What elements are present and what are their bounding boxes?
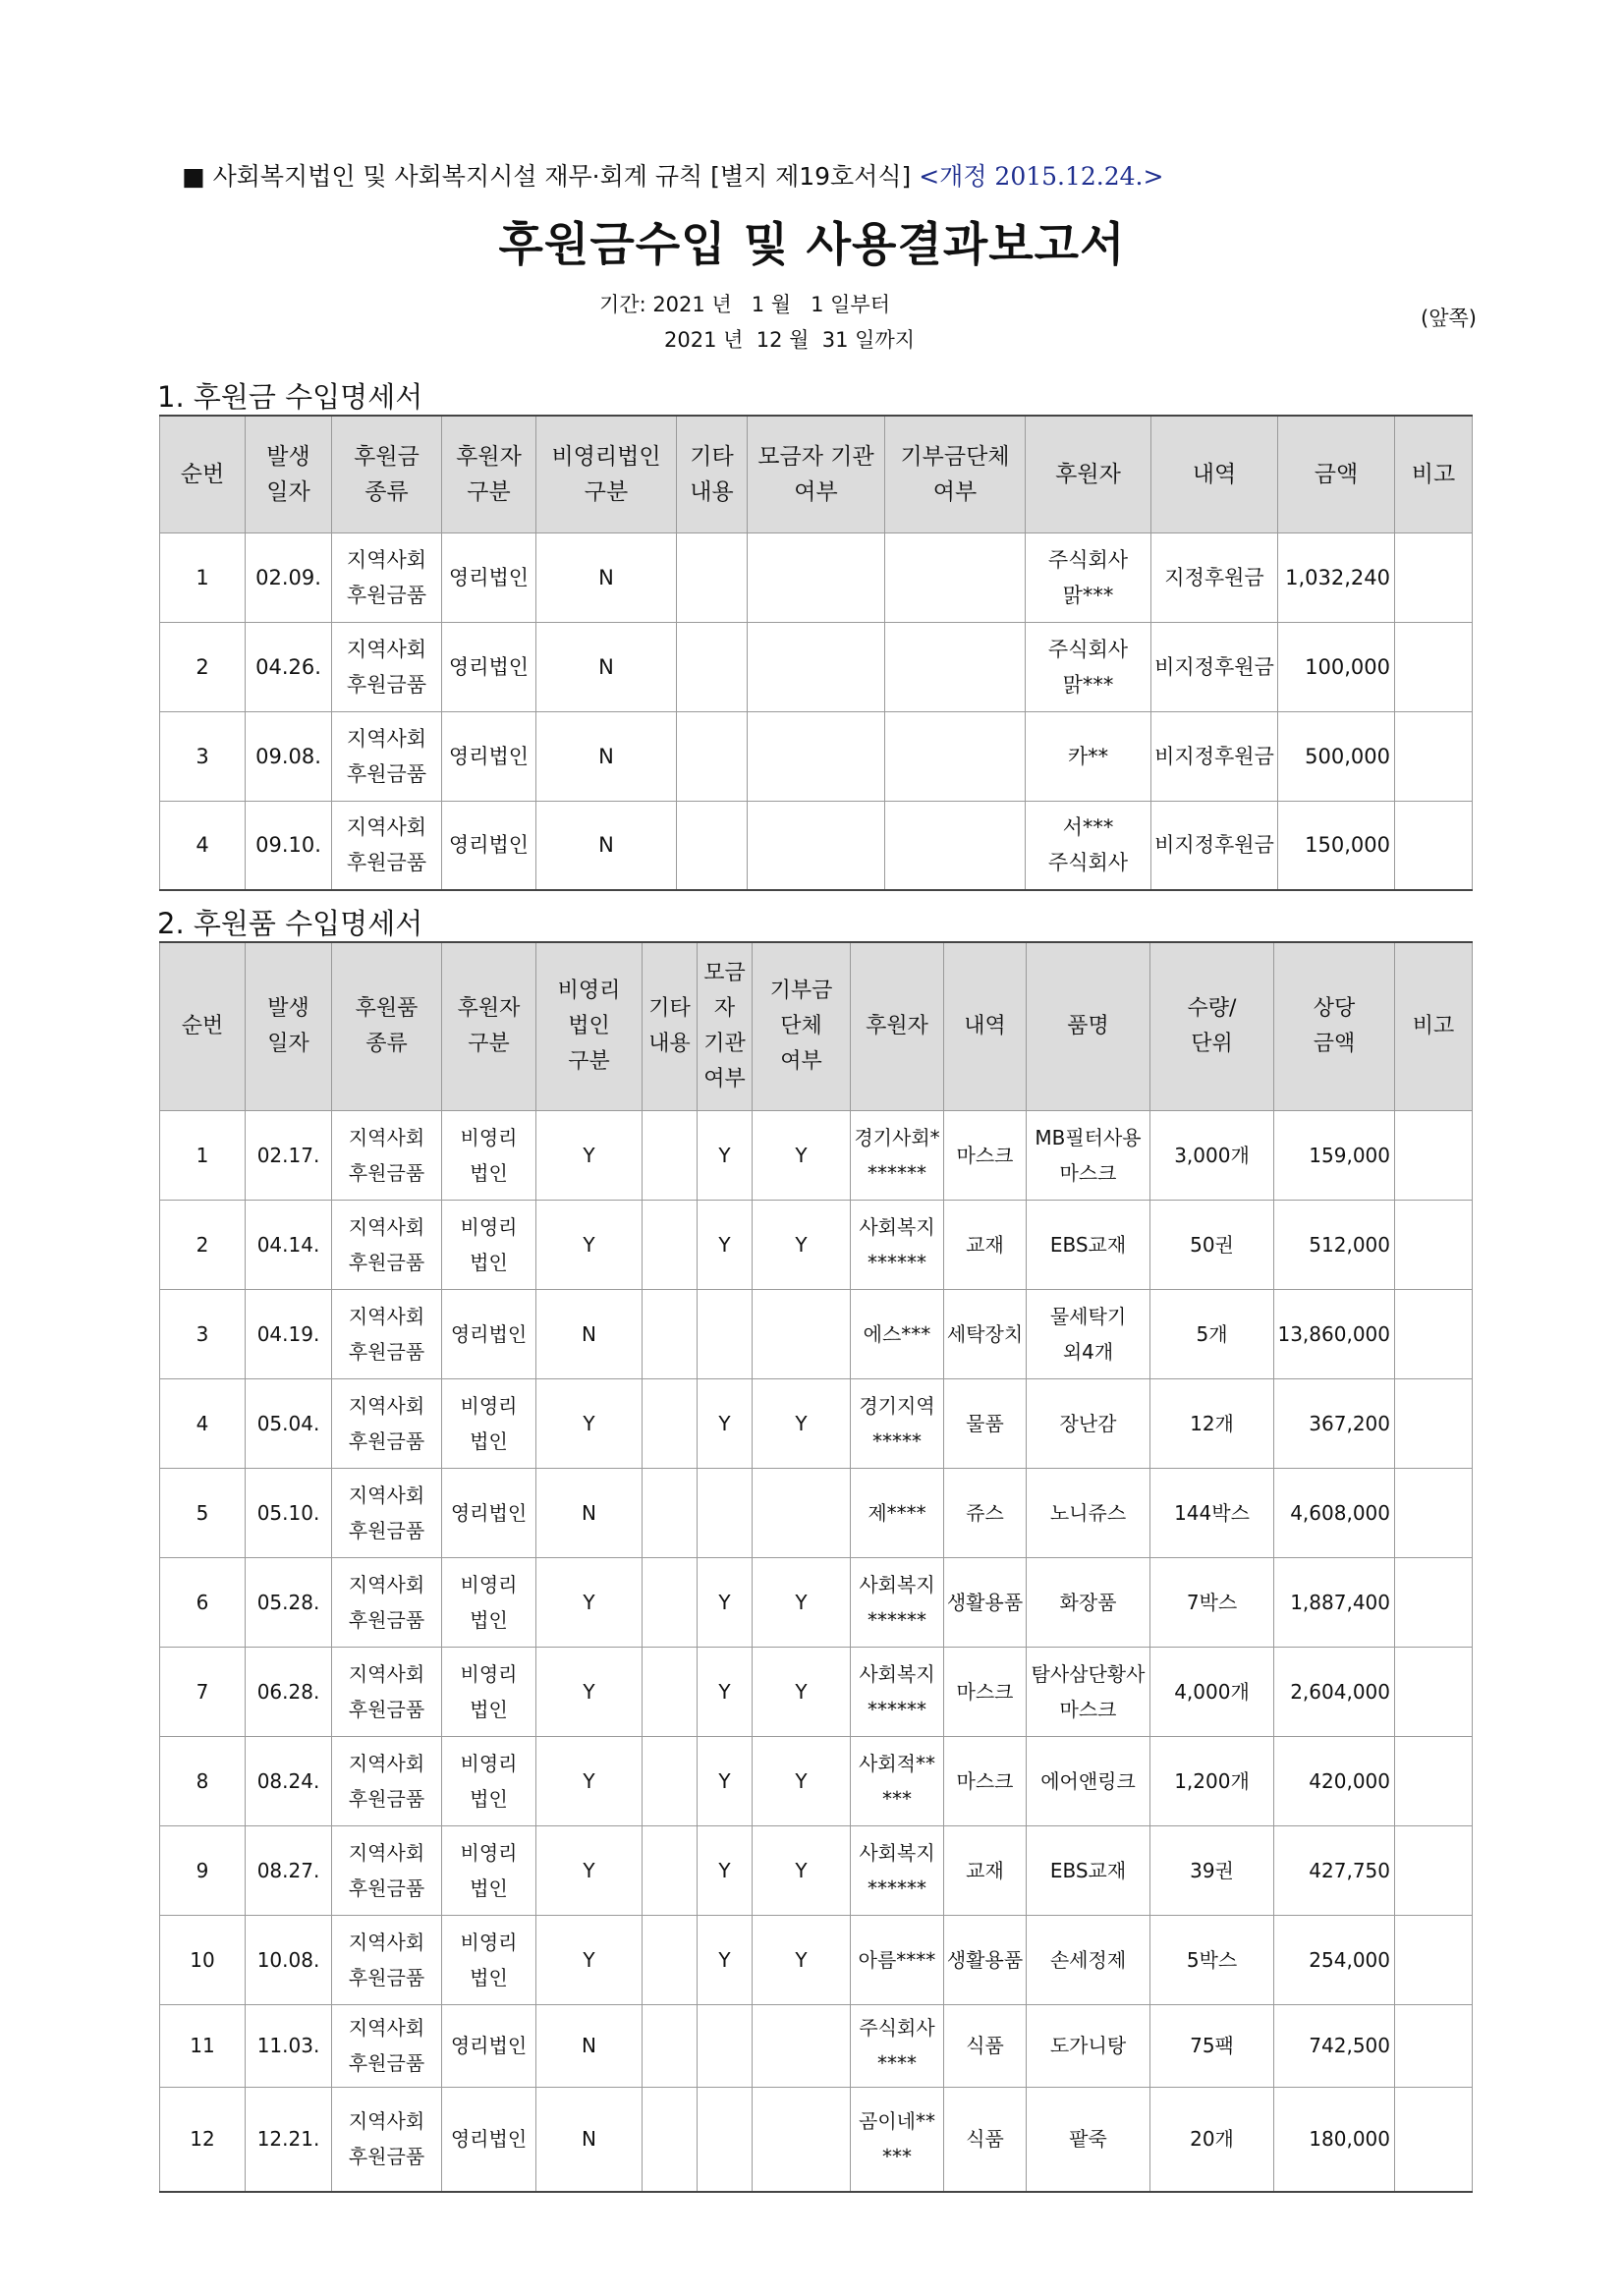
table-cell: 39권: [1150, 1825, 1274, 1915]
table-cell: 3: [160, 711, 246, 801]
table-cell: 카**: [1026, 711, 1151, 801]
table-cell: [643, 1736, 698, 1825]
table-cell: 비지정후원금: [1151, 801, 1278, 890]
table-cell: 세탁장치: [944, 1289, 1027, 1378]
table-cell: 9: [160, 1825, 246, 1915]
table-cell: [677, 622, 748, 711]
table-cell: 비영리 법인: [442, 1378, 536, 1468]
table-cell: 사회복지 ******: [851, 1557, 944, 1647]
table-cell: 경기지역 *****: [851, 1378, 944, 1468]
table-cell: 지역사회 후원금품: [332, 1736, 442, 1825]
table-cell: 4: [160, 1378, 246, 1468]
column-header: 발생 일자: [246, 416, 332, 532]
table-cell: [1395, 622, 1473, 711]
table-cell: 마스크: [944, 1736, 1027, 1825]
donation-income-table: [159, 415, 1473, 891]
column-header: 상당 금액: [1274, 942, 1395, 1110]
table-cell: 주식회사 맑***: [1026, 622, 1151, 711]
table-cell: 탐사삼단황사 마스크: [1027, 1647, 1150, 1736]
table-cell: 08.27.: [246, 1825, 332, 1915]
table-cell: 1: [160, 1110, 246, 1200]
revision-date: <개정 2015.12.24.>: [919, 162, 1164, 191]
table-cell: [643, 2004, 698, 2087]
table-cell: 서*** 주식회사: [1026, 801, 1151, 890]
table-cell: 장난감: [1027, 1378, 1150, 1468]
table-cell: 사회적** ***: [851, 1736, 944, 1825]
table-cell: N: [536, 2087, 643, 2192]
table-cell: 13,860,000: [1274, 1289, 1395, 1378]
table-cell: 1,032,240: [1278, 532, 1395, 622]
table-cell: [1395, 1825, 1473, 1915]
table-cell: 20개: [1150, 2087, 1274, 2192]
table-cell: Y: [536, 1647, 643, 1736]
table-cell: Y: [536, 1557, 643, 1647]
table-cell: Y: [698, 1915, 753, 2004]
column-header: 비영리법인 구분: [536, 416, 677, 532]
table-cell: [753, 1468, 851, 1557]
table-cell: 사회복지 ******: [851, 1200, 944, 1289]
table-cell: 500,000: [1278, 711, 1395, 801]
table-cell: [753, 1289, 851, 1378]
goods-income-table: [159, 941, 1473, 2193]
table-cell: 영리법인: [442, 532, 536, 622]
report-period: [599, 287, 915, 358]
table-row: [160, 1736, 1473, 1825]
period-from: 기간: 2021 년 1 월 1 일부터: [599, 293, 890, 316]
table-cell: 8: [160, 1736, 246, 1825]
table-cell: Y: [536, 1200, 643, 1289]
table-cell: [643, 1557, 698, 1647]
table-cell: 3: [160, 1289, 246, 1378]
table-cell: 지역사회 후원금품: [332, 2004, 442, 2087]
table-cell: [1395, 801, 1473, 890]
table-cell: [753, 2004, 851, 2087]
column-header: 후원자 구분: [442, 942, 536, 1110]
table-cell: 08.24.: [246, 1736, 332, 1825]
table-cell: [1395, 2087, 1473, 2192]
table-cell: [677, 801, 748, 890]
table-cell: 생활용품: [944, 1557, 1027, 1647]
table-cell: [698, 2004, 753, 2087]
table-cell: 지역사회 후원금품: [332, 711, 442, 801]
document-title: 후원금수입 및 사용결과보고서: [498, 218, 1126, 272]
column-header: 모금 자 기관 여부: [698, 942, 753, 1110]
section1-title: 1. 후원금 수입명세서: [157, 380, 423, 414]
table-cell: 420,000: [1274, 1736, 1395, 1825]
table-cell: 12: [160, 2087, 246, 2192]
table-cell: 지역사회 후원금품: [332, 1378, 442, 1468]
table-cell: Y: [536, 1378, 643, 1468]
table-cell: 10.08.: [246, 1915, 332, 2004]
table-cell: 노니쥬스: [1027, 1468, 1150, 1557]
table-cell: 02.17.: [246, 1110, 332, 1200]
table-cell: N: [536, 532, 677, 622]
table-cell: Y: [753, 1915, 851, 2004]
table-cell: Y: [753, 1825, 851, 1915]
table-cell: 11: [160, 2004, 246, 2087]
table-cell: 화장품: [1027, 1557, 1150, 1647]
table-cell: 비영리 법인: [442, 1736, 536, 1825]
table-cell: [1395, 1736, 1473, 1825]
column-header: 수량/ 단위: [1150, 942, 1274, 1110]
table-cell: 지역사회 후원금품: [332, 1557, 442, 1647]
table-cell: [1395, 1289, 1473, 1378]
table-cell: 비영리 법인: [442, 1915, 536, 2004]
table-cell: [1395, 1557, 1473, 1647]
table-cell: 식품: [944, 2087, 1027, 2192]
table-cell: 11.03.: [246, 2004, 332, 2087]
table-cell: 75팩: [1150, 2004, 1274, 2087]
table-row: [160, 2004, 1473, 2087]
table-cell: [748, 801, 885, 890]
table-cell: 3,000개: [1150, 1110, 1274, 1200]
table-cell: 159,000: [1274, 1110, 1395, 1200]
table-cell: 04.19.: [246, 1289, 332, 1378]
column-header: 후원자: [1026, 416, 1151, 532]
table-cell: 사회복지 ******: [851, 1647, 944, 1736]
table-row: [160, 1378, 1473, 1468]
table-cell: EBS교재: [1027, 1200, 1150, 1289]
table-cell: Y: [536, 1915, 643, 2004]
table-cell: 512,000: [1274, 1200, 1395, 1289]
table-cell: 주식회사 ****: [851, 2004, 944, 2087]
table-cell: 02.09.: [246, 532, 332, 622]
table-cell: 물품: [944, 1378, 1027, 1468]
table-cell: 도가니탕: [1027, 2004, 1150, 2087]
form-reference-text: ■ 사회복지법인 및 사회복지시설 재무·회계 규칙 [별지 제19호서식]: [182, 162, 912, 191]
table-cell: Y: [536, 1825, 643, 1915]
table-cell: 04.14.: [246, 1200, 332, 1289]
table-row: [160, 622, 1473, 711]
table-cell: 05.28.: [246, 1557, 332, 1647]
table-cell: N: [536, 622, 677, 711]
table-cell: 마스크: [944, 1110, 1027, 1200]
table-cell: 150,000: [1278, 801, 1395, 890]
table-cell: 6: [160, 1557, 246, 1647]
table-cell: 비영리 법인: [442, 1647, 536, 1736]
page-side-label: (앞쪽): [1421, 307, 1477, 330]
form-reference: [182, 157, 1163, 193]
table-row: [160, 1200, 1473, 1289]
table-cell: [643, 1825, 698, 1915]
table-cell: 제****: [851, 1468, 944, 1557]
table-cell: Y: [753, 1557, 851, 1647]
table-row: [160, 1915, 1473, 2004]
table-cell: [698, 1468, 753, 1557]
table-cell: 에어앤링크: [1027, 1736, 1150, 1825]
table-cell: 영리법인: [442, 1468, 536, 1557]
column-header: 기타 내용: [677, 416, 748, 532]
column-header: 발생 일자: [246, 942, 332, 1110]
table-cell: Y: [698, 1736, 753, 1825]
column-header: 순번: [160, 416, 246, 532]
table-cell: 4,000개: [1150, 1647, 1274, 1736]
period-to: 2021 년 12 월 31 일까지: [664, 328, 916, 352]
table-cell: [1395, 1468, 1473, 1557]
column-header: 후원금 종류: [332, 416, 442, 532]
table-cell: Y: [698, 1557, 753, 1647]
table-cell: 식품: [944, 2004, 1027, 2087]
table-cell: [1395, 1647, 1473, 1736]
table-cell: [643, 1289, 698, 1378]
table-cell: MB필터사용 마스크: [1027, 1110, 1150, 1200]
table-cell: 지역사회 후원금품: [332, 1647, 442, 1736]
table-cell: 4: [160, 801, 246, 890]
table-cell: [885, 801, 1026, 890]
table-cell: 비영리 법인: [442, 1200, 536, 1289]
table-cell: 5: [160, 1468, 246, 1557]
table-cell: [753, 2087, 851, 2192]
table-cell: 사회복지 ******: [851, 1825, 944, 1915]
table-cell: [1395, 1200, 1473, 1289]
table-cell: 지역사회 후원금품: [332, 1825, 442, 1915]
table-cell: 지역사회 후원금품: [332, 1289, 442, 1378]
table-cell: 영리법인: [442, 801, 536, 890]
table-cell: [698, 1289, 753, 1378]
table-cell: 곰이네** ***: [851, 2087, 944, 2192]
table-cell: 비영리 법인: [442, 1557, 536, 1647]
table-cell: 마스크: [944, 1647, 1027, 1736]
table-cell: [885, 622, 1026, 711]
table-cell: [643, 1915, 698, 2004]
table-cell: Y: [698, 1200, 753, 1289]
table-cell: 1,887,400: [1274, 1557, 1395, 1647]
table-row: [160, 532, 1473, 622]
table-cell: 팥죽: [1027, 2087, 1150, 2192]
table-cell: 교재: [944, 1200, 1027, 1289]
table-cell: Y: [698, 1110, 753, 1200]
table-cell: 7박스: [1150, 1557, 1274, 1647]
column-header: 비고: [1395, 942, 1473, 1110]
table-cell: 180,000: [1274, 2087, 1395, 2192]
column-header: 모금자 기관 여부: [748, 416, 885, 532]
table-cell: N: [536, 1289, 643, 1378]
table-cell: 09.08.: [246, 711, 332, 801]
column-header: 기부금단체 여부: [885, 416, 1026, 532]
table-cell: 지역사회 후원금품: [332, 1200, 442, 1289]
table-cell: 영리법인: [442, 711, 536, 801]
table-cell: EBS교재: [1027, 1825, 1150, 1915]
table-cell: 10: [160, 1915, 246, 2004]
table-row: [160, 1110, 1473, 1200]
table-cell: 742,500: [1274, 2004, 1395, 2087]
table-cell: Y: [536, 1736, 643, 1825]
column-header: 후원품 종류: [332, 942, 442, 1110]
column-header: 후원자: [851, 942, 944, 1110]
table-row: [160, 1647, 1473, 1736]
table-cell: 12개: [1150, 1378, 1274, 1468]
table-cell: 2: [160, 622, 246, 711]
table-cell: 생활용품: [944, 1915, 1027, 2004]
table-row: [160, 711, 1473, 801]
table-cell: 비지정후원금: [1151, 622, 1278, 711]
table-cell: 254,000: [1274, 1915, 1395, 2004]
table-cell: [643, 1378, 698, 1468]
table-cell: [643, 1647, 698, 1736]
table-cell: 지역사회 후원금품: [332, 622, 442, 711]
table-cell: [748, 622, 885, 711]
table-cell: [885, 711, 1026, 801]
table-cell: N: [536, 1468, 643, 1557]
table-cell: 영리법인: [442, 622, 536, 711]
table-cell: [643, 1110, 698, 1200]
table-cell: [677, 532, 748, 622]
table-cell: 교재: [944, 1825, 1027, 1915]
table-row: [160, 1289, 1473, 1378]
table-cell: 05.10.: [246, 1468, 332, 1557]
table-cell: 367,200: [1274, 1378, 1395, 1468]
table-header-row: [160, 942, 1473, 1110]
table-cell: 주식회사 맑***: [1026, 532, 1151, 622]
table-cell: 09.10.: [246, 801, 332, 890]
table-cell: 1: [160, 532, 246, 622]
table-cell: 50권: [1150, 1200, 1274, 1289]
column-header: 기타 내용: [643, 942, 698, 1110]
table-row: [160, 1825, 1473, 1915]
table-cell: 지역사회 후원금품: [332, 1110, 442, 1200]
table-header-row: [160, 416, 1473, 532]
table-cell: 지역사회 후원금품: [332, 801, 442, 890]
table-cell: 영리법인: [442, 2087, 536, 2192]
table-cell: [1395, 1915, 1473, 2004]
table-cell: 2: [160, 1200, 246, 1289]
table-cell: Y: [753, 1200, 851, 1289]
column-header: 기부금 단체 여부: [753, 942, 851, 1110]
table-cell: 144박스: [1150, 1468, 1274, 1557]
table-cell: 지역사회 후원금품: [332, 2087, 442, 2192]
table-cell: [748, 711, 885, 801]
table-cell: [748, 532, 885, 622]
table-cell: [1395, 1110, 1473, 1200]
table-cell: 지역사회 후원금품: [332, 1468, 442, 1557]
table-cell: [677, 711, 748, 801]
table-cell: 5개: [1150, 1289, 1274, 1378]
table-cell: 지역사회 후원금품: [332, 532, 442, 622]
table-cell: 아름****: [851, 1915, 944, 2004]
table-cell: [698, 2087, 753, 2192]
table-row: [160, 1557, 1473, 1647]
table-cell: 04.26.: [246, 622, 332, 711]
table-cell: 2,604,000: [1274, 1647, 1395, 1736]
table-row: [160, 2087, 1473, 2192]
table-cell: 지역사회 후원금품: [332, 1915, 442, 2004]
table-cell: 427,750: [1274, 1825, 1395, 1915]
table-cell: 5박스: [1150, 1915, 1274, 2004]
column-header: 비영리 법인 구분: [536, 942, 643, 1110]
table-cell: 경기사회* ******: [851, 1110, 944, 1200]
table-cell: Y: [753, 1110, 851, 1200]
table-cell: 7: [160, 1647, 246, 1736]
table-cell: Y: [753, 1736, 851, 1825]
table-cell: Y: [753, 1647, 851, 1736]
table-cell: Y: [698, 1378, 753, 1468]
table-cell: 4,608,000: [1274, 1468, 1395, 1557]
table-cell: 물세탁기 외4개: [1027, 1289, 1150, 1378]
table-cell: 영리법인: [442, 2004, 536, 2087]
table-cell: 비영리 법인: [442, 1825, 536, 1915]
table-cell: 100,000: [1278, 622, 1395, 711]
table-cell: Y: [536, 1110, 643, 1200]
table-cell: [643, 2087, 698, 2192]
table-cell: [643, 1200, 698, 1289]
column-header: 금액: [1278, 416, 1395, 532]
table-cell: [1395, 532, 1473, 622]
table-cell: Y: [698, 1825, 753, 1915]
table-cell: [1395, 2004, 1473, 2087]
table-cell: N: [536, 801, 677, 890]
table-cell: N: [536, 711, 677, 801]
table-cell: N: [536, 2004, 643, 2087]
table-row: [160, 1468, 1473, 1557]
column-header: 내역: [944, 942, 1027, 1110]
column-header: 후원자 구분: [442, 416, 536, 532]
table-cell: 에스***: [851, 1289, 944, 1378]
table-row: [160, 801, 1473, 890]
column-header: 내역: [1151, 416, 1278, 532]
column-header: 비고: [1395, 416, 1473, 532]
table-cell: Y: [698, 1647, 753, 1736]
table-cell: 영리법인: [442, 1289, 536, 1378]
table-cell: 05.04.: [246, 1378, 332, 1468]
column-header: 순번: [160, 942, 246, 1110]
table-cell: [643, 1468, 698, 1557]
table-cell: 06.28.: [246, 1647, 332, 1736]
table-cell: [1395, 1378, 1473, 1468]
table-cell: 쥬스: [944, 1468, 1027, 1557]
table-cell: 1,200개: [1150, 1736, 1274, 1825]
column-header: 품명: [1027, 942, 1150, 1110]
table-cell: 비지정후원금: [1151, 711, 1278, 801]
table-cell: [885, 532, 1026, 622]
table-cell: [1395, 711, 1473, 801]
table-cell: Y: [753, 1378, 851, 1468]
table-cell: 지정후원금: [1151, 532, 1278, 622]
table-cell: 손세정제: [1027, 1915, 1150, 2004]
table-cell: 12.21.: [246, 2087, 332, 2192]
section2-title: 2. 후원품 수입명세서: [157, 907, 423, 940]
table-cell: 비영리 법인: [442, 1110, 536, 1200]
